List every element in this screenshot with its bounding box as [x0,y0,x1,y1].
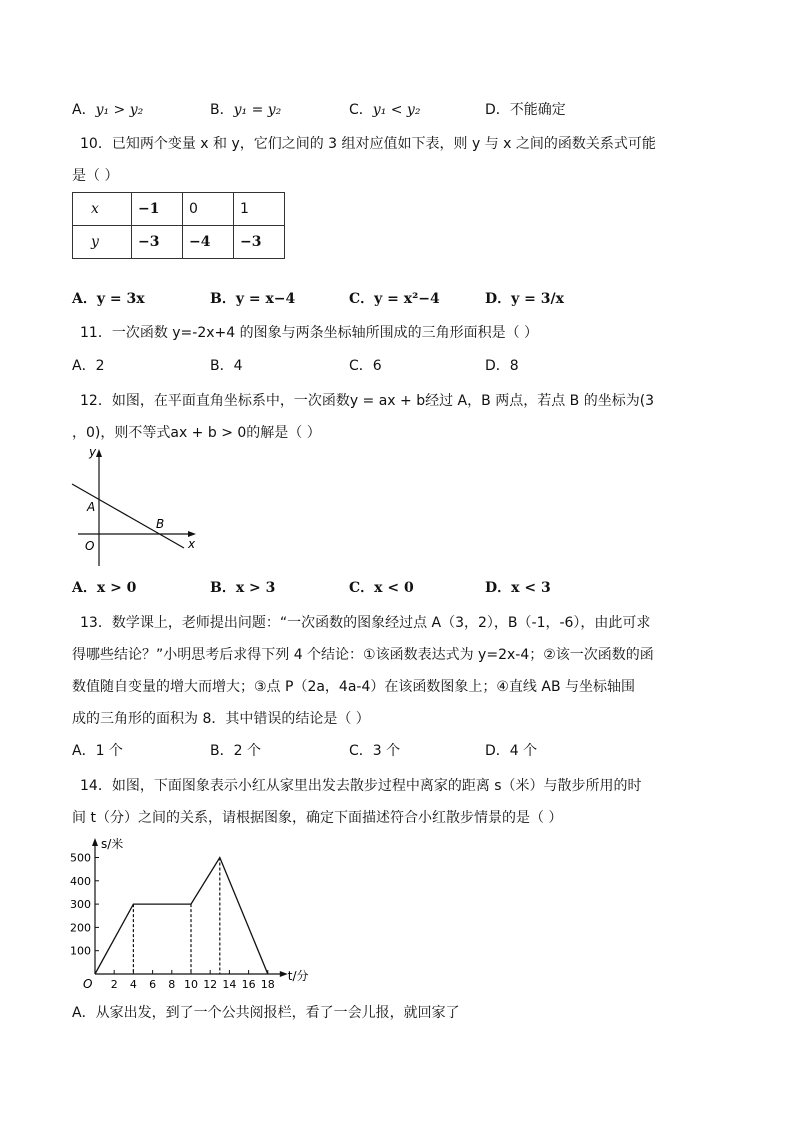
q10-options [72,289,732,309]
q13-stem-line3: 数值随自变量的增大而增大；③点 P（2a，4a-4）在该函数图象上；④直线 AB 与坐标轴围 [72,679,636,695]
x-tick-label: 14 [222,978,237,991]
q10-option-d[interactable]: D．y = 3/x [485,291,564,307]
q11-option-c[interactable]: C．6 [349,358,382,374]
q14-stem-line1: 14．如图，下面图象表示小红从家里出发去散步过程中离家的距离 s（米）与散步所用的时 [80,778,642,794]
q12-option-b[interactable]: B．x > 3 [210,580,276,596]
x-tick-label: 2 [110,978,118,991]
q12-stem-line2: ，0)，则不等式ax + b > 0的解是（ ） [72,425,321,441]
y-tick-label: 200 [70,921,91,935]
q13-option-b[interactable]: B．2 个 [210,743,261,759]
table-cell: −1 [132,193,183,226]
point-b-label: B [156,517,165,531]
q13-option-d[interactable]: D．4 个 [485,743,538,759]
y-tick-label: 100 [70,944,91,958]
x-tick-label: 8 [168,978,176,991]
table-row-x [73,193,285,226]
y-axis-label: s/米 [101,837,124,851]
q13-options [72,741,732,761]
q10-option-c[interactable]: C．y = x²−4 [349,291,440,307]
q12-line-graph [66,444,206,570]
q10-stem-line1: 10．已知两个变量 x 和 y，它们之间的 3 组对应值如下表，则 y 与 x 之间的函数关系式可能 [80,136,656,152]
distance-series-line [95,858,268,975]
q13-option-c[interactable]: C．3 个 [349,743,401,759]
table-cell: −4 [183,226,234,259]
q9-option-b[interactable]: B．y₁ = y₂ [210,102,282,118]
q13-option-a[interactable]: A．1 个 [72,743,123,759]
table-cell: 1 [234,193,285,226]
x-tick-label: 4 [129,978,137,991]
x-tick-label: 10 [184,978,198,991]
q9-option-a[interactable]: A．y₁ > y₂ [72,102,144,118]
x-axis-label: t/分 [287,969,309,983]
x-axis-label: x [188,537,196,551]
q13-stem-line2: 得哪些结论？”小明思考后求得下列 4 个结论：①该函数表达式为 y=2x-4；②该一次函数的函 [72,647,654,663]
q11-option-d[interactable]: D．8 [485,358,519,374]
q10-value-table [72,192,285,259]
q10-option-a[interactable]: A．y = 3x [72,291,145,307]
q13-stem-line4: 成的三角形的面积为 8．其中错误的结论是（ ） [72,711,370,727]
y-tick-label: 300 [70,898,91,912]
q11-option-b[interactable]: B．4 [210,358,243,374]
q14-stem-line2: 间 t（分）之间的关系，请根据图象，确定下面描述符合小红散步情景的是（ ） [72,810,563,826]
x-tick-label: 6 [149,978,157,991]
table-cell: y [73,226,132,259]
q13-stem-line1: 13．数学课上，老师提出问题：“一次函数的图象经过点 A（3，2），B（-1，-6），由此可求 [80,615,651,631]
q12-option-d[interactable]: D．x < 3 [485,580,551,596]
q11-option-a[interactable]: A．2 [72,358,105,374]
q10-option-b[interactable]: B．y = x−4 [210,291,296,307]
x-tick-label: 18 [260,978,275,991]
q12-options [72,578,732,598]
y-axis-arrow [96,449,102,457]
table-cell: −3 [234,226,285,259]
q11-stem: 11．一次函数 y=-2x+4 的图象与两条坐标轴所围成的三角形面积是（ ） [80,325,539,341]
q12-stem-line1: 12．如图，在平面直角坐标系中，一次函数y = ax + b经过 A，B 两点，若点 B 的坐标为(3 [80,393,655,409]
origin-label: O [85,539,95,553]
q14-distance-time-chart [60,836,320,996]
table-cell: x [73,193,132,226]
table-cell: −3 [132,226,183,259]
q9-options [72,100,732,120]
q9-option-c[interactable]: C．y₁ < y₂ [349,102,421,118]
q14-option-a[interactable]: A．从家出发，到了一个公共阅报栏，看了一会儿报，就回家了 [72,1005,460,1021]
q12-option-c[interactable]: C．x < 0 [349,580,414,596]
x-tick-label: 12 [203,978,218,991]
x-axis-arrow [280,971,288,977]
y-tick-label: 500 [70,851,91,865]
point-a-label: A [87,500,96,514]
table-cell: 0 [183,193,234,226]
origin-label: O [83,977,93,991]
q10-stem-line2: 是（ ） [72,168,119,184]
q12-option-a[interactable]: A．x > 0 [72,580,137,596]
x-tick-label: 16 [241,978,256,991]
q11-options [72,356,732,376]
y-axis-label: y [89,445,97,459]
y-axis-arrow [92,838,98,846]
table-row-y [73,226,285,259]
q9-option-d[interactable]: D．不能确定 [485,102,566,118]
y-tick-label: 400 [70,874,91,888]
